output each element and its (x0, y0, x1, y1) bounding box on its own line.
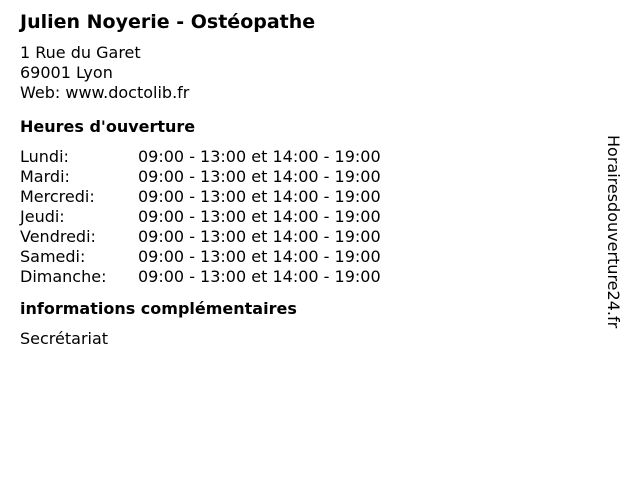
time-range: 09:00 - 13:00 et 14:00 - 19:00 (138, 247, 381, 266)
hours-row (20, 167, 600, 187)
info-heading: informations complémentaires (20, 299, 297, 318)
website-text: Web: www.doctolib.fr (20, 83, 190, 102)
hours-row (20, 207, 600, 227)
time-range: 09:00 - 13:00 et 14:00 - 19:00 (138, 167, 381, 186)
address-city: 69001 Lyon (20, 63, 113, 82)
day-label: Mardi: (20, 167, 70, 186)
address-block (20, 43, 600, 103)
hours-heading: Heures d'ouverture (20, 117, 196, 136)
info-text: Secrétariat (20, 329, 109, 348)
day-label: Jeudi: (20, 207, 65, 226)
time-range: 09:00 - 13:00 et 14:00 - 19:00 (138, 147, 381, 166)
page-title: Julien Noyerie - Ostéopathe (20, 11, 316, 33)
day-label: Lundi: (20, 147, 69, 166)
hours-row (20, 187, 600, 207)
listing-card (20, 9, 600, 349)
hours-row (20, 247, 600, 267)
hours-row (20, 147, 600, 167)
hours-table (20, 147, 600, 287)
time-range: 09:00 - 13:00 et 14:00 - 19:00 (138, 267, 381, 286)
address-street: 1 Rue du Garet (20, 43, 141, 62)
time-range: 09:00 - 13:00 et 14:00 - 19:00 (138, 207, 381, 226)
time-range: 09:00 - 13:00 et 14:00 - 19:00 (138, 187, 381, 206)
day-label: Samedi: (20, 247, 86, 266)
hours-row (20, 267, 600, 287)
time-range: 09:00 - 13:00 et 14:00 - 19:00 (138, 227, 381, 246)
hours-row (20, 227, 600, 247)
site-watermark: Horairesdouverture24.fr (604, 135, 623, 329)
day-label: Mercredi: (20, 187, 95, 206)
day-label: Vendredi: (20, 227, 96, 246)
day-label: Dimanche: (20, 267, 107, 286)
